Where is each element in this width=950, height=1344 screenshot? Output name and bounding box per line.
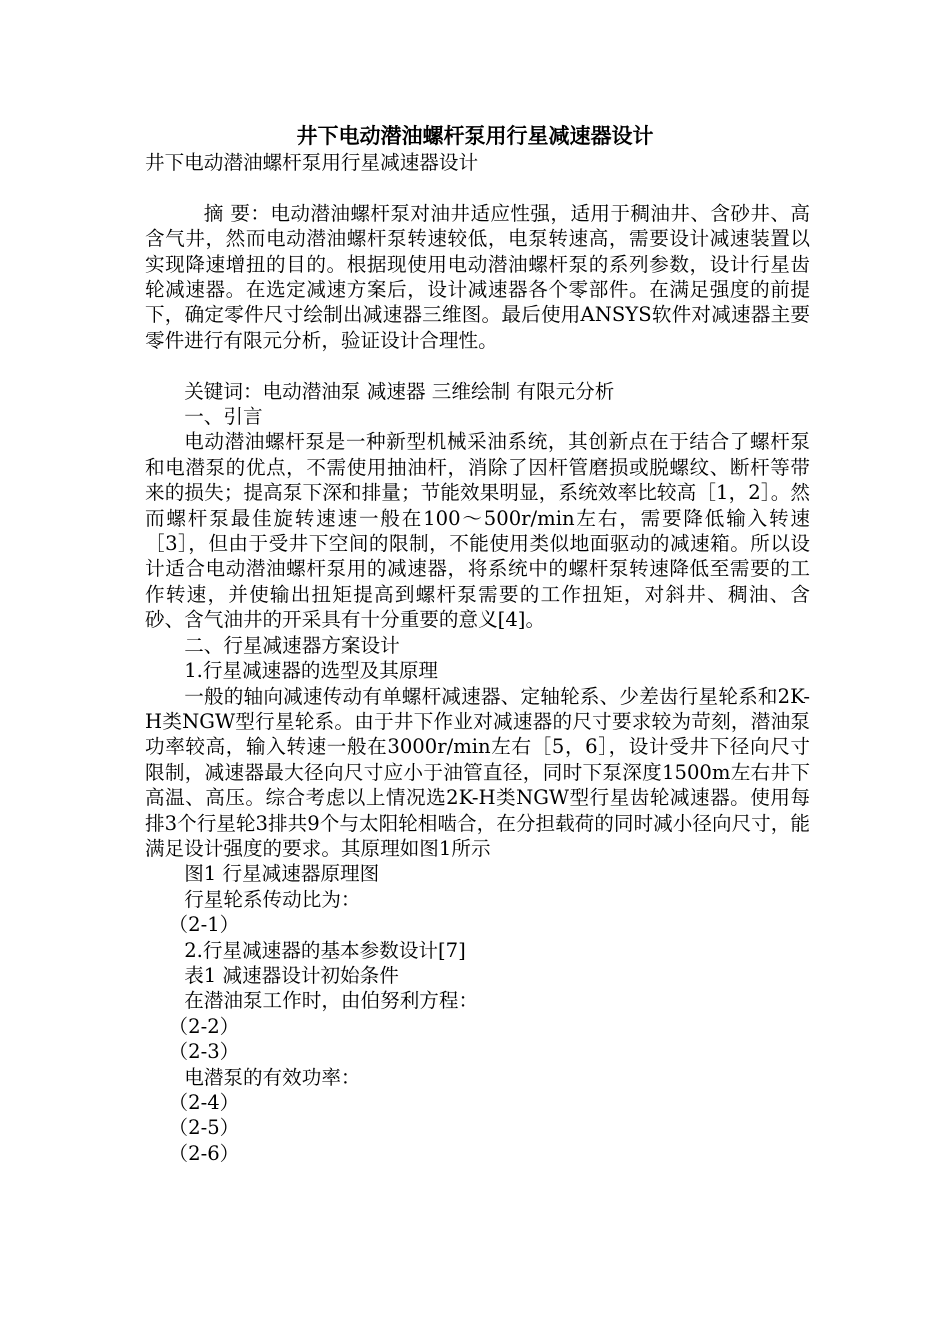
- effective-power-text: 电潜泵的有效功率：: [184, 1065, 361, 1089]
- bernoulli-text: 在潜油泵工作时，由伯努利方程：: [184, 989, 479, 1013]
- subsection-heading-parameters: 2.行星减速器的基本参数设计[7]: [184, 938, 466, 962]
- table-1-caption: 表1 减速器设计初始条件: [184, 963, 399, 987]
- document-title: 井下电动潜油螺杆泵用行星减速器设计: [296, 124, 654, 148]
- subsection-heading-selection: 1.行星减速器的选型及其原理: [184, 659, 439, 683]
- equation-number-2-5: （2-5）: [168, 1116, 240, 1140]
- spacer: [145, 175, 810, 200]
- figure-1-caption: 图1 行星减速器原理图: [184, 862, 380, 886]
- equation-number-2-4: （2-4）: [168, 1091, 240, 1114]
- equation-number-2-6: （2-6）: [168, 1141, 240, 1165]
- document-subtitle: 井下电动潜油螺杆泵用行星减速器设计: [145, 151, 479, 174]
- intro-paragraph: 电动潜油螺杆泵是一种新型机械采油系统，其创新点在于结合了螺杆泵和电潜泵的优点，不需使用抽油杆，消除了因杆管磨损或脱螺纹、断杆等带来的损失；提高泵下深和排量；节能效果明显，系统效率比较高［1，2］。然而螺杆泵最佳旋转速速一般在100～500r/min左右，需要降低输入转速［3］，但由于受井下空间的限制，不能使用类似地面驱动的减速箱。所以设计适合电动潜油螺杆泵用的减速器，将系统中的螺杆泵转速降低至需要的工作转速，并使输出扭矩提高到螺杆泵需要的工作扭矩，对斜井、稠油、含砂、含气油井的开采具有十分重要的意义[4]。: [145, 430, 810, 632]
- equation-number-2-1: （2-1）: [168, 913, 240, 937]
- selection-paragraph: 一般的轴向减速传动有单螺杆减速器、定轴轮系、少差齿行星轮系和2K-H类NGW型行星轮系。由于井下作业对减速器的尺寸要求较为苛刻，潜油泵功率较高，输入转速一般在3000r/min左右［5，6］，设计受井下径向尺寸限制，减速器最大径向尺寸应小于油管直径，同时下泵深度1500m左右井下高温、高压。综合考虑以上情况选2K-H类NGW型行星齿轮减速器。使用每排3个行星轮3排共9个与太阳轮相啮合，在分担载荷的同时减小径向尺寸，能满足设计强度的要求。其原理如图1所示: [145, 684, 810, 860]
- keywords-line: 关键词：电动潜油泵 减速器 三维绘制 有限元分析: [184, 379, 615, 403]
- equation-number-2-2: （2-2）: [168, 1014, 240, 1038]
- ratio-text: 行星轮系传动比为：: [184, 887, 361, 911]
- document-body: [145, 150, 810, 1166]
- spacer: [145, 353, 810, 378]
- section-heading-design: 二、行星减速器方案设计: [184, 633, 400, 657]
- equation-number-2-3: （2-3）: [168, 1040, 240, 1064]
- section-heading-intro: 一、引言: [184, 405, 263, 429]
- abstract-paragraph: 摘 要：电动潜油螺杆泵对油井适应性强，适用于稠油井、含砂井、高含气井，然而电动潜油螺杆泵转速较低，电泵转速高，需要设计减速装置以实现降速增扭的目的。根据现使用电动潜油螺杆泵的系列参数，设计行星齿轮减速器。在选定减速方案后，设计减速器各个零部件。在满足强度的前提下，确定零件尺寸绘制出减速器三维图。最后使用ANSYS软件对减速器主要零件进行有限元分析，验证设计合理性。: [145, 201, 810, 352]
